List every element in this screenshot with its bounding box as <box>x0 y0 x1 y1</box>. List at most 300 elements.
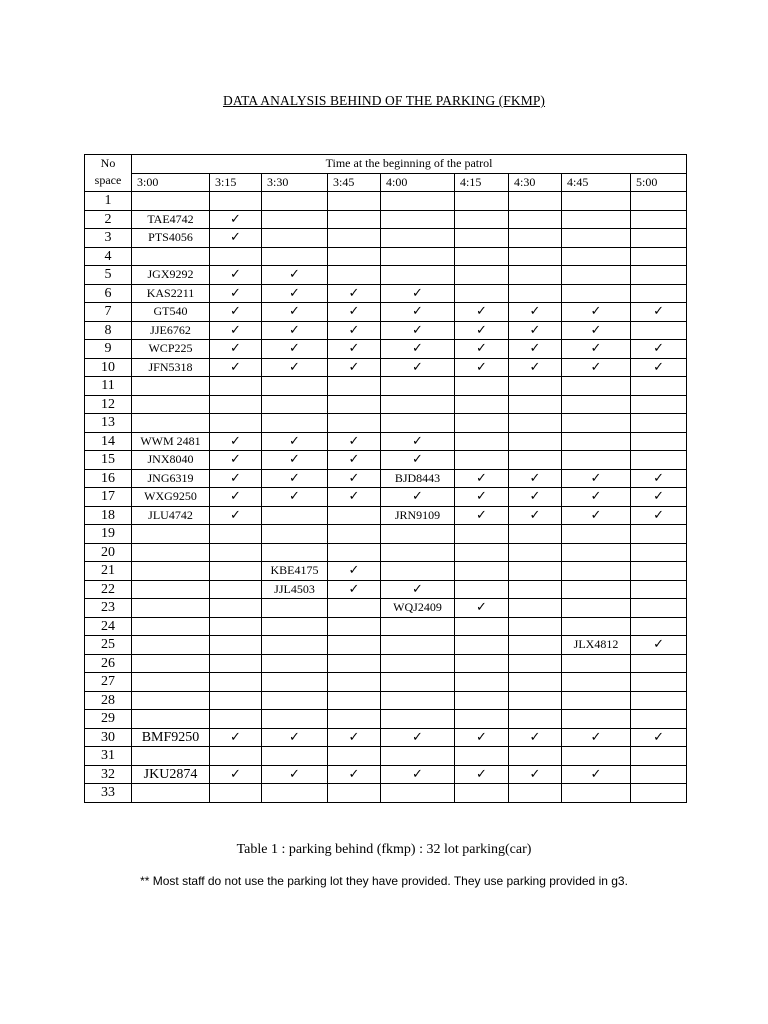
empty-cell <box>509 617 562 636</box>
empty-cell <box>381 710 455 729</box>
plate-number: WQJ2409 <box>381 599 455 618</box>
plate-number: KAS2211 <box>132 284 210 303</box>
empty-cell <box>631 377 687 396</box>
empty-cell <box>262 506 328 525</box>
check-mark-icon: ✓ <box>210 358 262 377</box>
space-number: 15 <box>85 451 132 470</box>
empty-cell <box>509 691 562 710</box>
empty-cell <box>509 580 562 599</box>
check-mark-icon: ✓ <box>631 506 687 525</box>
empty-cell <box>562 192 631 211</box>
empty-cell <box>262 673 328 692</box>
plate-number: JNX8040 <box>132 451 210 470</box>
check-mark-icon: ✓ <box>262 358 328 377</box>
check-mark-icon: ✓ <box>328 432 381 451</box>
space-number: 33 <box>85 784 132 803</box>
check-mark-icon: ✓ <box>210 469 262 488</box>
check-mark-icon: ✓ <box>328 488 381 507</box>
table-row <box>85 340 687 359</box>
check-mark-icon: ✓ <box>328 469 381 488</box>
check-mark-icon: ✓ <box>631 469 687 488</box>
empty-cell <box>562 247 631 266</box>
empty-cell <box>455 784 509 803</box>
space-number: 4 <box>85 247 132 266</box>
check-mark-icon: ✓ <box>509 340 562 359</box>
check-mark-icon: ✓ <box>455 506 509 525</box>
check-mark-icon: ✓ <box>262 451 328 470</box>
empty-cell <box>381 229 455 248</box>
check-mark-icon: ✓ <box>509 358 562 377</box>
space-number: 16 <box>85 469 132 488</box>
empty-cell <box>132 691 210 710</box>
check-mark-icon: ✓ <box>262 284 328 303</box>
check-mark-icon: ✓ <box>328 765 381 784</box>
empty-cell <box>262 210 328 229</box>
empty-cell <box>132 673 210 692</box>
check-mark-icon: ✓ <box>210 432 262 451</box>
empty-cell <box>381 562 455 581</box>
empty-cell <box>381 673 455 692</box>
table-row <box>85 247 687 266</box>
empty-cell <box>328 414 381 433</box>
empty-cell <box>210 710 262 729</box>
check-mark-icon: ✓ <box>455 765 509 784</box>
empty-cell <box>509 395 562 414</box>
empty-cell <box>631 747 687 766</box>
check-mark-icon: ✓ <box>328 340 381 359</box>
check-mark-icon: ✓ <box>381 451 455 470</box>
empty-cell <box>132 654 210 673</box>
time-header: Time at the beginning of the patrol <box>132 155 687 174</box>
empty-cell <box>509 229 562 248</box>
check-mark-icon: ✓ <box>455 340 509 359</box>
empty-cell <box>381 636 455 655</box>
empty-cell <box>631 321 687 340</box>
empty-cell <box>328 636 381 655</box>
plate-number: BJD8443 <box>381 469 455 488</box>
empty-cell <box>210 617 262 636</box>
check-mark-icon: ✓ <box>262 469 328 488</box>
empty-cell <box>509 525 562 544</box>
check-mark-icon: ✓ <box>455 488 509 507</box>
empty-cell <box>262 247 328 266</box>
empty-cell <box>509 192 562 211</box>
table-row <box>85 469 687 488</box>
check-mark-icon: ✓ <box>381 340 455 359</box>
space-number: 30 <box>85 728 132 747</box>
empty-cell <box>631 451 687 470</box>
check-mark-icon: ✓ <box>262 432 328 451</box>
empty-cell <box>562 229 631 248</box>
empty-cell <box>509 432 562 451</box>
empty-cell <box>381 414 455 433</box>
check-mark-icon: ✓ <box>210 506 262 525</box>
empty-cell <box>631 580 687 599</box>
plate-number: JRN9109 <box>381 506 455 525</box>
check-mark-icon: ✓ <box>381 284 455 303</box>
empty-cell <box>455 691 509 710</box>
empty-cell <box>210 580 262 599</box>
empty-cell <box>328 506 381 525</box>
time-slot-header: 4:45 <box>562 173 631 192</box>
empty-cell <box>631 414 687 433</box>
space-number: 28 <box>85 691 132 710</box>
empty-cell <box>381 691 455 710</box>
empty-cell <box>210 599 262 618</box>
check-mark-icon: ✓ <box>562 469 631 488</box>
empty-cell <box>455 284 509 303</box>
check-mark-icon: ✓ <box>509 488 562 507</box>
check-mark-icon: ✓ <box>381 728 455 747</box>
empty-cell <box>509 377 562 396</box>
empty-cell <box>328 377 381 396</box>
empty-cell <box>455 229 509 248</box>
space-number: 8 <box>85 321 132 340</box>
plate-number: JFN5318 <box>132 358 210 377</box>
empty-cell <box>262 599 328 618</box>
table-body <box>85 155 687 803</box>
check-mark-icon: ✓ <box>455 599 509 618</box>
check-mark-icon: ✓ <box>455 358 509 377</box>
space-number: 11 <box>85 377 132 396</box>
empty-cell <box>631 673 687 692</box>
time-slot-header: 3:30 <box>262 173 328 192</box>
empty-cell <box>455 617 509 636</box>
empty-cell <box>509 562 562 581</box>
table-caption: Table 1 : parking behind (fkmp) : 32 lot parking(car) <box>236 842 532 857</box>
empty-cell <box>509 599 562 618</box>
empty-cell <box>562 210 631 229</box>
table-row <box>85 710 687 729</box>
check-mark-icon: ✓ <box>210 728 262 747</box>
empty-cell <box>262 747 328 766</box>
empty-cell <box>210 395 262 414</box>
check-mark-icon: ✓ <box>210 451 262 470</box>
plate-number: WWM 2481 <box>132 432 210 451</box>
check-mark-icon: ✓ <box>328 451 381 470</box>
check-mark-icon: ✓ <box>328 562 381 581</box>
space-number: 9 <box>85 340 132 359</box>
empty-cell <box>455 414 509 433</box>
empty-cell <box>455 580 509 599</box>
empty-cell <box>262 691 328 710</box>
check-mark-icon: ✓ <box>262 765 328 784</box>
space-number: 24 <box>85 617 132 636</box>
check-mark-icon: ✓ <box>562 321 631 340</box>
check-mark-icon: ✓ <box>562 340 631 359</box>
empty-cell <box>262 192 328 211</box>
time-slot-header: 3:45 <box>328 173 381 192</box>
empty-cell <box>132 192 210 211</box>
empty-cell <box>132 562 210 581</box>
plate-number: WXG9250 <box>132 488 210 507</box>
table-row <box>85 617 687 636</box>
check-mark-icon: ✓ <box>455 469 509 488</box>
table-row <box>85 377 687 396</box>
check-mark-icon: ✓ <box>210 284 262 303</box>
plate-number: JLX4812 <box>562 636 631 655</box>
empty-cell <box>455 432 509 451</box>
empty-cell <box>562 377 631 396</box>
check-mark-icon: ✓ <box>262 728 328 747</box>
empty-cell <box>631 229 687 248</box>
time-slot-header: 3:15 <box>210 173 262 192</box>
plate-number: JKU2874 <box>132 765 210 784</box>
empty-cell <box>509 414 562 433</box>
empty-cell <box>562 432 631 451</box>
check-mark-icon: ✓ <box>509 303 562 322</box>
empty-cell <box>210 414 262 433</box>
empty-cell <box>328 543 381 562</box>
empty-cell <box>210 543 262 562</box>
space-number: 2 <box>85 210 132 229</box>
empty-cell <box>509 636 562 655</box>
check-mark-icon: ✓ <box>328 284 381 303</box>
empty-cell <box>509 266 562 285</box>
empty-cell <box>562 266 631 285</box>
table-row <box>85 395 687 414</box>
time-slot-header: 4:15 <box>455 173 509 192</box>
check-mark-icon: ✓ <box>328 303 381 322</box>
empty-cell <box>509 784 562 803</box>
empty-cell <box>262 784 328 803</box>
table-row <box>85 599 687 618</box>
plate-number: JJE6762 <box>132 321 210 340</box>
empty-cell <box>509 543 562 562</box>
check-mark-icon: ✓ <box>262 488 328 507</box>
empty-cell <box>631 599 687 618</box>
empty-cell <box>455 266 509 285</box>
table-row <box>85 451 687 470</box>
empty-cell <box>328 599 381 618</box>
empty-cell <box>262 525 328 544</box>
space-number: 7 <box>85 303 132 322</box>
table-row <box>85 636 687 655</box>
empty-cell <box>210 525 262 544</box>
empty-cell <box>455 673 509 692</box>
footnote: ** Most staff do not use the parking lot they have provided. They use parking provided in g3. <box>140 874 628 888</box>
check-mark-icon: ✓ <box>381 765 455 784</box>
empty-cell <box>631 654 687 673</box>
empty-cell <box>631 617 687 636</box>
empty-cell <box>631 784 687 803</box>
table-row <box>85 303 687 322</box>
empty-cell <box>631 562 687 581</box>
empty-cell <box>562 747 631 766</box>
check-mark-icon: ✓ <box>631 303 687 322</box>
empty-cell <box>132 414 210 433</box>
check-mark-icon: ✓ <box>455 728 509 747</box>
empty-cell <box>381 377 455 396</box>
empty-cell <box>562 784 631 803</box>
empty-cell <box>262 395 328 414</box>
empty-cell <box>381 543 455 562</box>
check-mark-icon: ✓ <box>381 488 455 507</box>
empty-cell <box>631 395 687 414</box>
table-row <box>85 543 687 562</box>
empty-cell <box>132 525 210 544</box>
empty-cell <box>210 747 262 766</box>
space-number: 27 <box>85 673 132 692</box>
empty-cell <box>132 395 210 414</box>
empty-cell <box>631 192 687 211</box>
empty-cell <box>509 747 562 766</box>
empty-cell <box>455 395 509 414</box>
empty-cell <box>562 710 631 729</box>
check-mark-icon: ✓ <box>562 303 631 322</box>
space-number: 17 <box>85 488 132 507</box>
check-mark-icon: ✓ <box>210 303 262 322</box>
space-number: 22 <box>85 580 132 599</box>
empty-cell <box>210 691 262 710</box>
plate-number: JNG6319 <box>132 469 210 488</box>
empty-cell <box>328 395 381 414</box>
space-number: 25 <box>85 636 132 655</box>
space-number: 29 <box>85 710 132 729</box>
empty-cell <box>381 654 455 673</box>
check-mark-icon: ✓ <box>509 506 562 525</box>
plate-number: TAE4742 <box>132 210 210 229</box>
empty-cell <box>455 710 509 729</box>
empty-cell <box>132 543 210 562</box>
check-mark-icon: ✓ <box>262 266 328 285</box>
header-row-top <box>85 155 687 174</box>
empty-cell <box>328 210 381 229</box>
check-mark-icon: ✓ <box>509 728 562 747</box>
plate-number: WCP225 <box>132 340 210 359</box>
plate-number: KBE4175 <box>262 562 328 581</box>
empty-cell <box>210 654 262 673</box>
time-slot-header: 4:00 <box>381 173 455 192</box>
empty-cell <box>455 247 509 266</box>
table-row <box>85 266 687 285</box>
check-mark-icon: ✓ <box>262 321 328 340</box>
empty-cell <box>562 673 631 692</box>
empty-cell <box>455 543 509 562</box>
empty-cell <box>132 580 210 599</box>
table-row <box>85 562 687 581</box>
check-mark-icon: ✓ <box>262 303 328 322</box>
table-row <box>85 210 687 229</box>
table-row <box>85 691 687 710</box>
table-row <box>85 432 687 451</box>
check-mark-icon: ✓ <box>455 321 509 340</box>
space-label: space <box>94 173 122 187</box>
space-number: 13 <box>85 414 132 433</box>
empty-cell <box>455 451 509 470</box>
check-mark-icon: ✓ <box>631 488 687 507</box>
empty-cell <box>210 247 262 266</box>
check-mark-icon: ✓ <box>631 358 687 377</box>
space-number: 10 <box>85 358 132 377</box>
empty-cell <box>328 784 381 803</box>
check-mark-icon: ✓ <box>381 358 455 377</box>
table-row <box>85 525 687 544</box>
empty-cell <box>562 451 631 470</box>
space-number: 12 <box>85 395 132 414</box>
empty-cell <box>509 451 562 470</box>
empty-cell <box>262 377 328 396</box>
empty-cell <box>562 284 631 303</box>
table-row <box>85 765 687 784</box>
empty-cell <box>381 784 455 803</box>
check-mark-icon: ✓ <box>631 340 687 359</box>
empty-cell <box>631 284 687 303</box>
plate-number: JJL4503 <box>262 580 328 599</box>
empty-cell <box>328 266 381 285</box>
empty-cell <box>509 284 562 303</box>
empty-cell <box>509 654 562 673</box>
empty-cell <box>562 543 631 562</box>
empty-cell <box>132 617 210 636</box>
check-mark-icon: ✓ <box>562 728 631 747</box>
plate-number: BMF9250 <box>132 728 210 747</box>
check-mark-icon: ✓ <box>210 210 262 229</box>
empty-cell <box>210 192 262 211</box>
empty-cell <box>328 617 381 636</box>
empty-cell <box>132 636 210 655</box>
empty-cell <box>328 710 381 729</box>
empty-cell <box>328 525 381 544</box>
empty-cell <box>381 192 455 211</box>
empty-cell <box>262 654 328 673</box>
no-label: No <box>100 156 116 170</box>
empty-cell <box>210 636 262 655</box>
empty-cell <box>455 562 509 581</box>
table-row <box>85 747 687 766</box>
empty-cell <box>455 192 509 211</box>
empty-cell <box>631 710 687 729</box>
check-mark-icon: ✓ <box>381 432 455 451</box>
empty-cell <box>381 395 455 414</box>
table-row <box>85 192 687 211</box>
space-number: 5 <box>85 266 132 285</box>
empty-cell <box>562 414 631 433</box>
empty-cell <box>262 617 328 636</box>
plate-number: GT540 <box>132 303 210 322</box>
check-mark-icon: ✓ <box>328 321 381 340</box>
empty-cell <box>455 654 509 673</box>
check-mark-icon: ✓ <box>631 636 687 655</box>
check-mark-icon: ✓ <box>210 266 262 285</box>
empty-cell <box>631 691 687 710</box>
empty-cell <box>381 747 455 766</box>
empty-cell <box>262 636 328 655</box>
empty-cell <box>381 266 455 285</box>
check-mark-icon: ✓ <box>381 580 455 599</box>
empty-cell <box>562 599 631 618</box>
space-number: 14 <box>85 432 132 451</box>
check-mark-icon: ✓ <box>562 358 631 377</box>
empty-cell <box>262 414 328 433</box>
empty-cell <box>455 636 509 655</box>
space-number: 6 <box>85 284 132 303</box>
empty-cell <box>381 210 455 229</box>
empty-cell <box>132 377 210 396</box>
check-mark-icon: ✓ <box>210 229 262 248</box>
empty-cell <box>455 210 509 229</box>
empty-cell <box>631 765 687 784</box>
check-mark-icon: ✓ <box>381 321 455 340</box>
check-mark-icon: ✓ <box>328 728 381 747</box>
empty-cell <box>328 247 381 266</box>
empty-cell <box>132 247 210 266</box>
empty-cell <box>631 543 687 562</box>
empty-cell <box>328 747 381 766</box>
space-number: 20 <box>85 543 132 562</box>
empty-cell <box>562 580 631 599</box>
time-slot-header: 5:00 <box>631 173 687 192</box>
